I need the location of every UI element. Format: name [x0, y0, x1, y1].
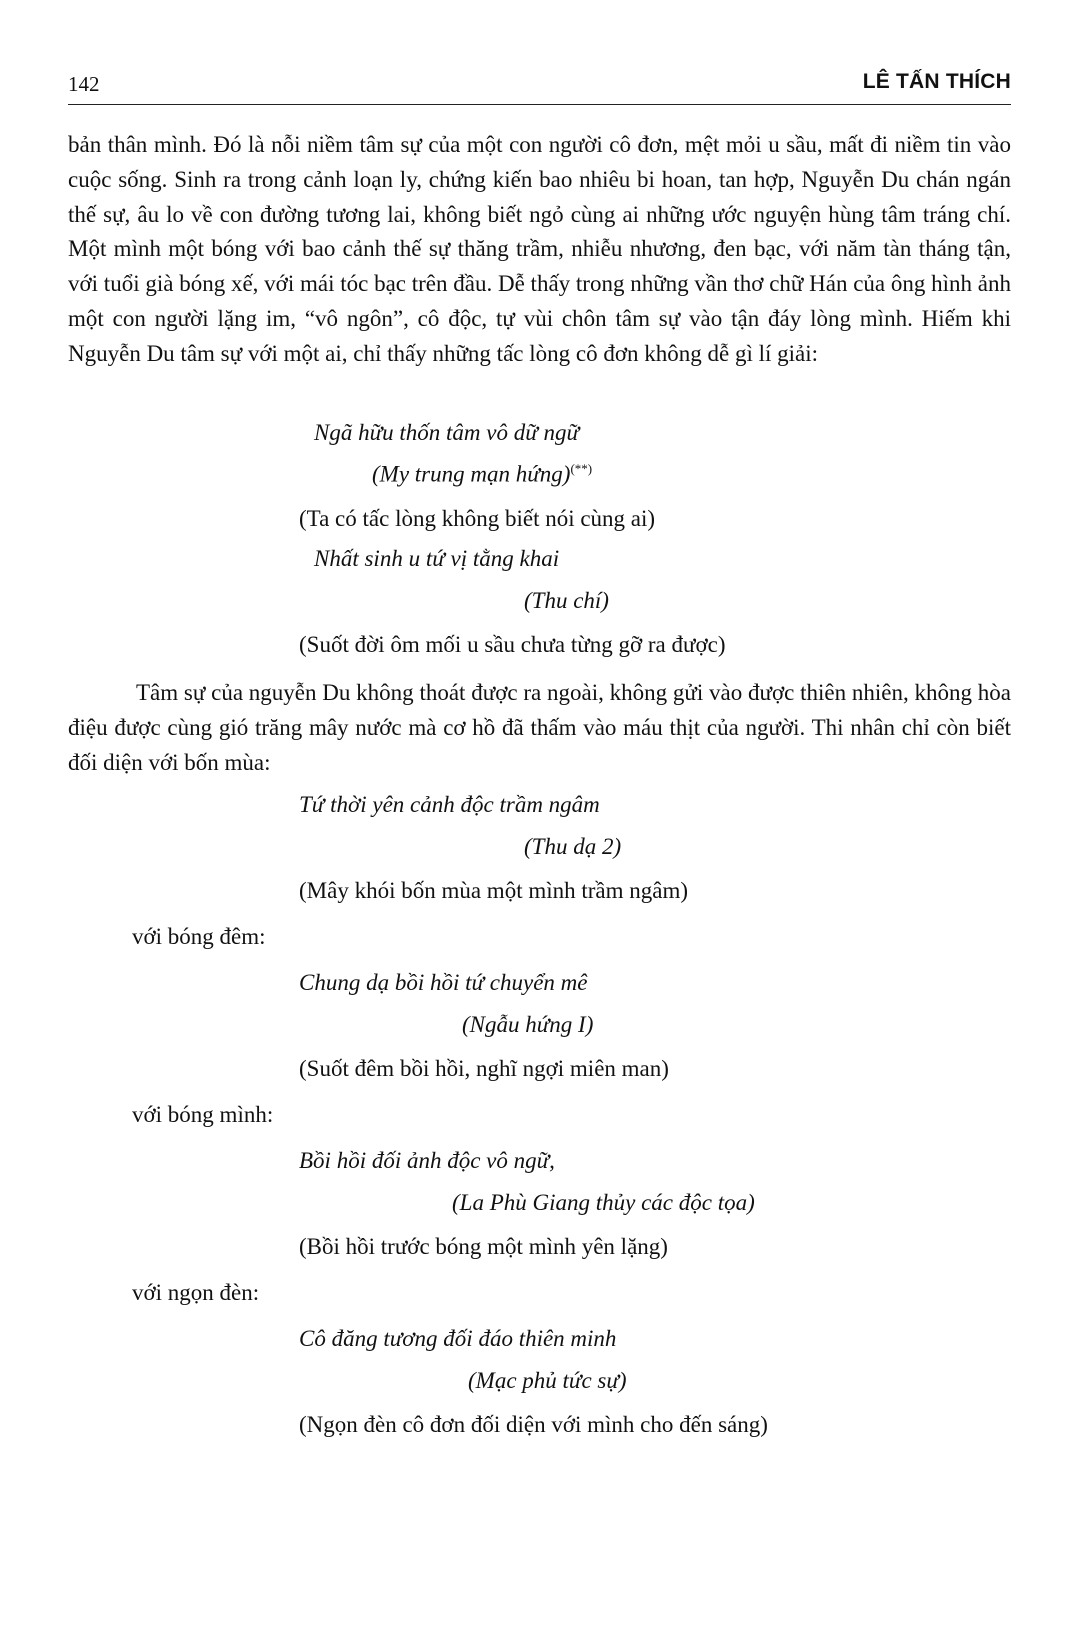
running-head-author: LÊ TẤN THÍCH — [862, 70, 1011, 93]
quote-2-translation: (Suốt đời ôm mối u sầu chưa từng gỡ ra được) — [299, 632, 726, 657]
quote-3-verse: Tứ thời yên cảnh độc trầm ngâm — [299, 792, 600, 817]
quote-1-source: (My trung mạn hứng) — [372, 461, 571, 487]
paragraph-2-text: Tâm sự của nguyễn Du không thoát được ra ngoài, không gửi vào được thiên nhiên, không hòa điệu được cùng gió trăng mây nước mà cơ hồ đã thấm vào máu thịt của người. Thi nhân chỉ còn biết đối diện với bốn mùa: — [68, 680, 1011, 775]
quote-2-verse: Nhất sinh u tứ vị tằng khai — [314, 546, 560, 571]
quote-3-translation: (Mây khói bốn mùa một mình trầm ngâm) — [299, 878, 689, 903]
lead-in-shadow: với bóng mình: — [132, 1102, 274, 1127]
page-number: 142 — [68, 72, 100, 96]
quote-5-translation: (Bồi hồi trước bóng một mình yên lặng) — [299, 1234, 668, 1259]
lead-in-lamp: với ngọn đèn: — [132, 1280, 260, 1305]
quote-6-source: (Mạc phủ tức sự) — [468, 1368, 627, 1393]
page-header — [68, 70, 1011, 105]
quote-3-source: (Thu dạ 2) — [524, 834, 622, 859]
quote-4-translation: (Suốt đêm bồi hồi, nghĩ ngợi miên man) — [299, 1056, 669, 1081]
quote-1-source-line — [372, 461, 592, 488]
quote-2-source: (Thu chí) — [524, 588, 609, 613]
quote-4-verse: Chung dạ bồi hồi tứ chuyển mê — [299, 970, 588, 995]
quote-5-source: (La Phù Giang thủy các độc tọa) — [452, 1190, 755, 1215]
lead-in-night: với bóng đêm: — [132, 924, 266, 949]
quote-1-verse: Ngã hữu thốn tâm vô dữ ngữ — [314, 420, 580, 445]
paragraph-1 — [68, 128, 1011, 372]
quote-6-verse: Cô đăng tương đối đáo thiên minh — [299, 1326, 617, 1351]
quote-5-verse: Bồi hồi đối ảnh độc vô ngữ, — [299, 1148, 555, 1173]
quote-1-translation: (Ta có tấc lòng không biết nói cùng ai) — [299, 506, 656, 531]
quote-6-translation: (Ngọn đèn cô đơn đối diện với mình cho đến sáng) — [299, 1412, 768, 1437]
paragraph-2 — [68, 676, 1011, 780]
footnote-marker: (**) — [570, 461, 593, 476]
quote-4-source: (Ngẫu hứng I) — [462, 1012, 594, 1037]
paragraph-1-text: bản thân mình. Đó là nỗi niềm tâm sự của một con người cô đơn, mệt mỏi u sầu, mất đi niềm tin vào cuộc sống. Sinh ra trong cảnh loạn ly, chứng kiến bao nhiêu bi hoan, tan hợp, Nguyễn Du chán ngán thế sự, âu lo về con đường tương lai, không biết ngỏ cùng ai những ước nguyện hùng tâm tráng chí. Một mình một bóng với bao cảnh thế sự thăng trầm, nhiễu nhương, đen bạc, với năm tàn tháng tận, với tuổi già bóng xế, với mái tóc bạc trên đầu. Dễ thấy trong những vần thơ chữ Hán của ông hình ảnh một con người lặng im, “vô ngôn”, cô độc, tự vùi chôn tâm sự vào tận đáy lòng mình. Hiếm khi Nguyễn Du tâm sự với một ai, chỉ thấy những tấc lòng cô đơn không dễ gì lí giải: — [68, 132, 1011, 366]
